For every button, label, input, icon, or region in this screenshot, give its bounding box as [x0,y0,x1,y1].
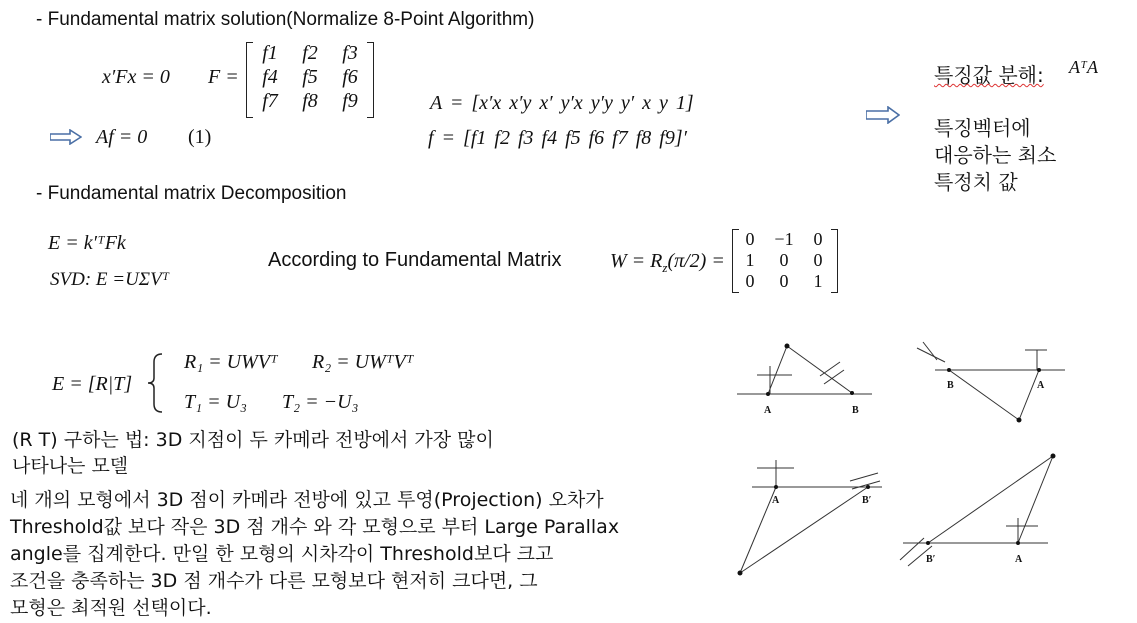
a-row-vector: A = [x′x x′y x′ y′x y′y y′ x y 1] [430,92,694,114]
e-rt-equation: E = [R|T] [52,373,133,395]
right-arrow-icon [866,106,900,124]
camera-config-diagram-2 [915,338,1075,426]
eigen-decomposition-label: 특징값 분해: [934,63,1044,87]
model-selection-paragraph [10,487,619,622]
matrix-cell: f9 [342,90,358,112]
matrix-cell: f7 [262,90,278,112]
matrix-cell: f6 [342,66,358,88]
according-text: According to Fundamental Matrix [268,249,562,271]
paragraph-line: Threshold값 보다 작은 3D 점 개수 와 각 모형으로 부터 Large Parallax [10,516,620,538]
t2-equation: T₂ = −U₃ [282,391,359,413]
diagram-label: A [772,495,780,506]
ata-formula: AᵀA [1069,57,1098,77]
matrix-cell: 0 [779,271,789,291]
paragraph-line: (R T) 구하는 법: 3D 지점이 두 카메라 전방에서 가장 많이 [12,429,494,451]
section-title-decomposition: - Fundamental matrix Decomposition [36,183,347,204]
r2-equation: R₂ = UWᵀVᵀ [312,351,414,373]
curly-brace-icon [146,352,168,414]
right-arrow-icon [50,129,82,145]
diagram-label: B [852,405,859,416]
matrix-cell: f2 [302,42,318,64]
paragraph-line: angle를 집계한다. 만일 한 모형의 시차각이 Threshold보다 크고 [10,543,554,565]
w-label: $W = R_z(\pi/2)$ = [610,250,725,275]
matrix-cell: f3 [342,42,358,64]
camera-config-diagram-1 [732,338,882,420]
essential-equation: E = k′ᵀFk [48,232,126,254]
diagram-label: B [947,380,954,391]
matrix-cell: f4 [262,66,278,88]
matrix-cell: 0 [813,250,823,270]
diagram-label: B′ [862,495,872,506]
matrix-cell: −1 [774,229,794,249]
paragraph-line: 네 개의 모형에서 3D 점이 카메라 전방에 있고 투영(Projection) 오차가 [10,489,604,511]
diagram-label: A [1037,380,1045,391]
paragraph-line: 모형은 최적원 선택이다. [10,597,212,619]
matrix-cell: 1 [745,250,755,270]
eigen-vector-note [934,115,1056,196]
rt-method-paragraph [12,427,494,479]
matrix-cell: 0 [813,229,823,249]
section-title-solution: - Fundamental matrix solution(Normalize 8-Point Algorithm) [36,9,535,30]
svd-equation: SVD: E =UΣVᵀ [50,269,170,290]
note-line: 대응하는 최소 [934,143,1057,167]
f-column-vector: f = [f1 f2 f3 f4 f5 f6 f7 f8 f9]′ [428,127,688,149]
paragraph-line: 조건을 충족하는 3D 점 개수가 다른 모형보다 현저히 크다면, 그 [10,570,538,592]
matrix-cell: 0 [779,250,789,270]
note-line: 특징벡터에 [934,116,1031,140]
matrix-cell: f8 [302,90,318,112]
diagram-label: A [764,405,772,416]
matrix-cell: 0 [745,271,755,291]
matrix-cell: 0 [745,229,755,249]
matrix-cell: f5 [302,66,318,88]
af-equation: Af = 0 [96,126,148,148]
t1-equation: T₁ = U₃ [184,391,247,413]
r1-equation: R₁ = UWVᵀ [184,351,278,373]
diagram-label: B′ [926,554,936,565]
w-matrix [732,229,838,293]
camera-config-diagram-3 [732,455,892,580]
matrix-cell: f1 [262,42,278,64]
camera-config-diagram-4 [898,448,1063,573]
diagram-label: A [1015,554,1023,565]
note-line: 특정치 값 [934,170,1018,194]
paragraph-line: 나타나는 모델 [12,455,129,477]
f-matrix [246,42,374,118]
f-matrix-label: F = [208,66,239,88]
epipolar-equation: x′Fx = 0 [102,66,170,88]
equation-number: (1) [188,126,212,148]
matrix-cell: 1 [813,271,823,291]
